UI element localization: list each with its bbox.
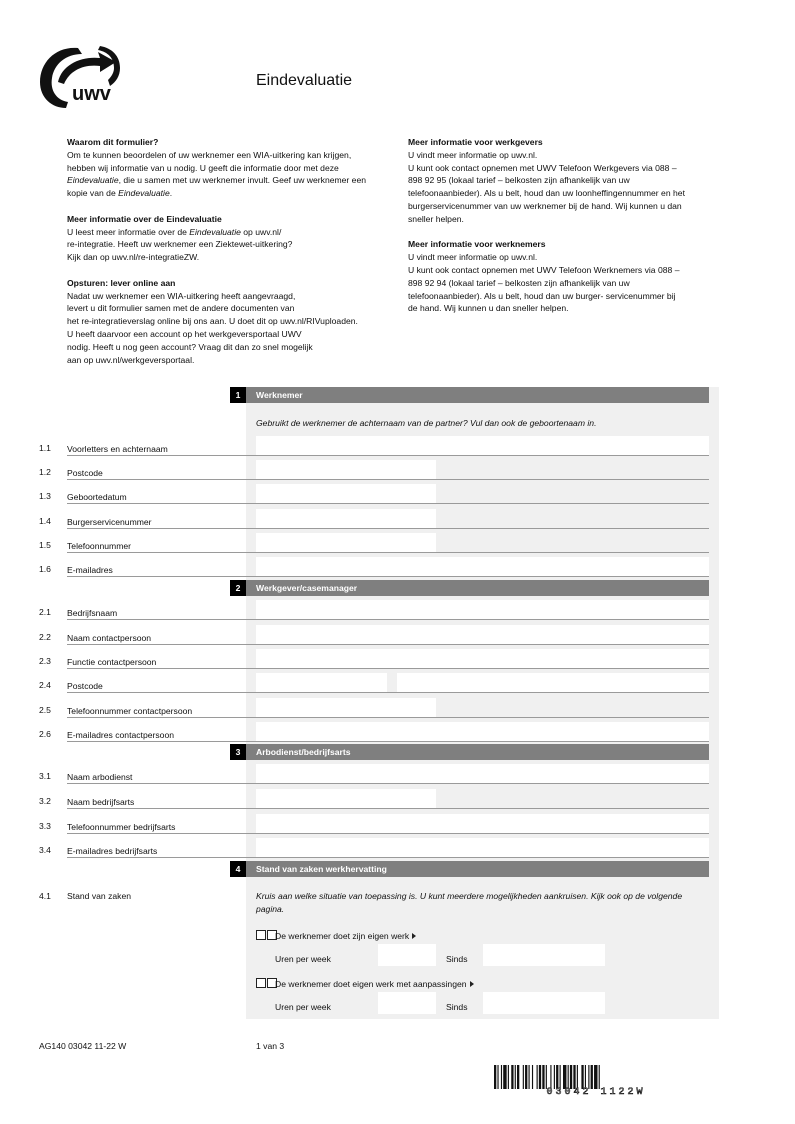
row-label: Telefoonnummer contactpersoon: [67, 706, 193, 716]
info-paragraph: [67, 290, 397, 367]
info-text: U vindt meer informatie op uwv.nl. U kunt ook contact opnemen met UWV Telefoon Werkgevers via 088 – 898 92 95 (lokaal tarief – belkosten zijn afhankelijk van uw telefoonaanbieder). Als u belt, houd dan uw loonheffingennummer en het burgerservicenummer van uw werknemer bij de hand. Wij kunnen u dan sneller helpen.: [408, 149, 685, 224]
option-text: De werknemer doet eigen werk met aanpassingen: [275, 979, 467, 989]
info-emphasis: Eindevaluatie: [118, 188, 170, 199]
barcode-bar: [539, 1065, 541, 1089]
hours-field[interactable]: [378, 992, 436, 1014]
page-number: 1 van 3: [256, 1041, 285, 1051]
barcode-bar: [523, 1065, 524, 1089]
barcode: [494, 1065, 698, 1095]
info-heading: Meer informatie over de Eindevaluatie: [67, 213, 222, 224]
info-paragraph: [408, 149, 718, 226]
row-label: Postcode: [67, 468, 103, 478]
text-field[interactable]: [256, 649, 709, 669]
section-number: 4: [230, 861, 246, 877]
row-number: 3.3: [39, 821, 51, 831]
barcode-bar: [517, 1065, 519, 1089]
info-text: Om te kunnen beoordelen of uw werknemer een WIA-uitkering kan krijgen, hebben wij informatie van u nodig. U geeft die informatie door met deze: [67, 149, 352, 173]
barcode-bar: [503, 1065, 506, 1089]
info-text: .: [169, 188, 173, 199]
row-label: Telefoonnummer bedrijfsarts: [67, 822, 176, 832]
info-right-column: [408, 136, 718, 328]
checkbox[interactable]: [256, 978, 266, 988]
row-number: 2.4: [39, 680, 51, 690]
section-title: Werkgever/casemanager: [246, 580, 709, 596]
text-field[interactable]: [256, 625, 709, 645]
row-number: 3.1: [39, 771, 51, 781]
text-field[interactable]: [256, 600, 709, 620]
barcode-bar: [501, 1065, 502, 1089]
barcode-bar: [556, 1065, 558, 1089]
section-number: 3: [230, 744, 246, 760]
barcode-bar: [550, 1065, 551, 1089]
text-field[interactable]: [256, 838, 709, 858]
row-number: 1.4: [39, 516, 51, 526]
row-label: Geboortedatum: [67, 492, 127, 502]
checkbox[interactable]: [256, 930, 266, 940]
since-field[interactable]: [483, 992, 605, 1014]
option-label: [275, 931, 416, 941]
info-text: U leest meer informatie over de: [67, 226, 190, 237]
section-number: 1: [230, 387, 246, 403]
barcode-bar: [494, 1065, 496, 1089]
form-code: AG140 03042 11-22 W: [39, 1041, 127, 1051]
section-hint: Kruis aan welke situatie van toepassing is. U kunt meerdere mogelijkheden aankruisen. Kijk ook op de volgende pagina.: [256, 891, 683, 914]
row-label: Burgerservicenummer: [67, 517, 152, 527]
barcode-bar: [508, 1065, 509, 1089]
barcode-bar: [581, 1065, 583, 1089]
info-text: op uwv.nl/ re-integratie. Heeft uw werknemer een Ziektewet-uitkering? Kijk dan op uwv.nl/re-integratieZW.: [67, 226, 293, 263]
row-number: 1.5: [39, 540, 51, 550]
barcode-bar: [532, 1065, 533, 1089]
row-number: 2.1: [39, 607, 51, 617]
barcode-bar: [537, 1065, 538, 1089]
row-label: Naam contactpersoon: [67, 633, 152, 643]
row-label: Voorletters en achternaam: [67, 444, 168, 454]
text-field[interactable]: [256, 789, 436, 809]
row-number: 2.6: [39, 729, 51, 739]
row-label: Naam bedrijfsarts: [67, 797, 135, 807]
row-label: Functie contactpersoon: [67, 657, 157, 667]
row-number: 2.3: [39, 656, 51, 666]
row-number: 3.4: [39, 845, 51, 855]
arrow-right-icon: [470, 981, 474, 987]
row-number: 2.5: [39, 705, 51, 715]
info-paragraph: [67, 226, 397, 264]
text-field[interactable]: [256, 460, 436, 480]
arrow-right-icon: [412, 933, 416, 939]
info-emphasis: Eindevaluatie: [67, 175, 119, 186]
text-field[interactable]: [256, 484, 436, 504]
since-field[interactable]: [483, 944, 605, 966]
section-title: Arbodienst/bedrijfsarts: [246, 744, 709, 760]
row-number: 2.2: [39, 632, 51, 642]
section-number: 2: [230, 580, 246, 596]
text-field[interactable]: [256, 509, 436, 529]
info-heading: Meer informatie voor werknemers: [408, 239, 546, 250]
barcode-text: 03042 1122W: [546, 1087, 646, 1095]
barcode-bar: [594, 1065, 597, 1089]
info-text: U vindt meer informatie op uwv.nl. U kunt ook contact opnemen met UWV Telefoon Werknemers via 088 – 898 92 94 (lokaal tarief – belkosten zijn afhankelijk van uw telefoonaanbieder). Als u belt, houd dan uw burger- servicenummer bij de hand. Wij kunnen u dan sneller helpen.: [408, 252, 680, 314]
barcode-bar: [529, 1065, 530, 1089]
text-field[interactable]: [256, 436, 709, 456]
barcode-bar: [554, 1065, 555, 1089]
info-paragraph: [67, 149, 397, 200]
option-label: [275, 979, 474, 989]
text-field[interactable]: [256, 533, 436, 553]
barcode-bar: [568, 1065, 569, 1089]
section-hint: Gebruikt de werknemer de achternaam van de partner? Vul dan ook de geboortenaam in.: [256, 418, 597, 428]
row-label: E-mailadres: [67, 565, 113, 575]
since-label: Sinds: [446, 954, 468, 964]
row-label: Telefoonnummer: [67, 541, 132, 551]
row-label: E-mailadres bedrijfsarts: [67, 846, 158, 856]
section-title: Stand van zaken werkhervatting: [246, 861, 709, 877]
row-label: Naam arbodienst: [67, 772, 133, 782]
info-text: , die u samen met uw werknemer invult. Geef uw werknemer een kopie van de: [67, 175, 367, 199]
row-number: 3.2: [39, 796, 51, 806]
page-title: Eindevaluatie: [256, 72, 353, 89]
info-heading: Meer informatie voor werkgevers: [408, 137, 543, 147]
barcode-bar: [497, 1065, 498, 1089]
barcode-bar: [599, 1065, 600, 1089]
row-number: 1.1: [39, 443, 51, 453]
hours-label: Uren per week: [275, 954, 331, 964]
text-field[interactable]: [256, 557, 709, 577]
place-field[interactable]: [397, 673, 709, 693]
barcode-bar: [546, 1065, 547, 1089]
barcode-bar: [570, 1065, 572, 1089]
info-emphasis: Eindevaluatie: [189, 226, 241, 237]
text-field[interactable]: [256, 698, 436, 718]
row-number: 1.2: [39, 467, 51, 477]
info-paragraph: [408, 251, 718, 315]
since-label: Sinds: [446, 1002, 468, 1012]
logo-text: uwv: [72, 83, 111, 105]
barcode-bar: [515, 1065, 516, 1089]
text-field[interactable]: [256, 764, 709, 784]
row-label: E-mailadres contactpersoon: [67, 730, 174, 740]
row-label: Bedrijfsnaam: [67, 608, 118, 618]
barcode-bar: [542, 1065, 544, 1089]
uwv-logo: [38, 42, 122, 110]
info-text: Nadat uw werknemer een WIA-uitkering heeft aangevraagd, levert u dit formulier samen met de andere documenten van het re-integratieverslag online bij ons aan. U doet dit op uwv.nl/RIVuploaden. U heeft daarvoor een account op het werkgeversportaal UWV nodig. Heeft u nog geen account? Vraag dit dan zo snel mogelijk aan op uwv.nl/werkgeversportaal.: [67, 290, 358, 365]
hours-label: Uren per week: [275, 1002, 331, 1012]
barcode-bar: [525, 1065, 527, 1089]
hours-field[interactable]: [378, 944, 436, 966]
row-number: 1.3: [39, 491, 51, 501]
barcode-bar: [577, 1065, 578, 1089]
barcode-bar: [511, 1065, 513, 1089]
info-heading: Opsturen: lever online aan: [67, 277, 176, 288]
row-number: 1.6: [39, 564, 51, 574]
barcode-bar: [585, 1065, 586, 1089]
barcode-bar: [588, 1065, 589, 1089]
row-number: 4.1: [39, 891, 51, 901]
barcode-bar: [560, 1065, 561, 1089]
option-text: De werknemer doet zijn eigen werk: [275, 931, 410, 941]
text-field[interactable]: [256, 814, 709, 834]
row-label: Stand van zaken: [67, 891, 132, 901]
barcode-bar: [591, 1065, 593, 1089]
postcode-field[interactable]: [256, 673, 387, 693]
row-label: Postcode: [67, 681, 103, 691]
barcode-bar: [573, 1065, 575, 1089]
info-left-column: [67, 136, 397, 379]
info-heading: Waarom dit formulier?: [67, 137, 159, 147]
barcode-bar: [563, 1065, 566, 1089]
section-title: Werknemer: [246, 387, 709, 403]
text-field[interactable]: [256, 722, 709, 742]
